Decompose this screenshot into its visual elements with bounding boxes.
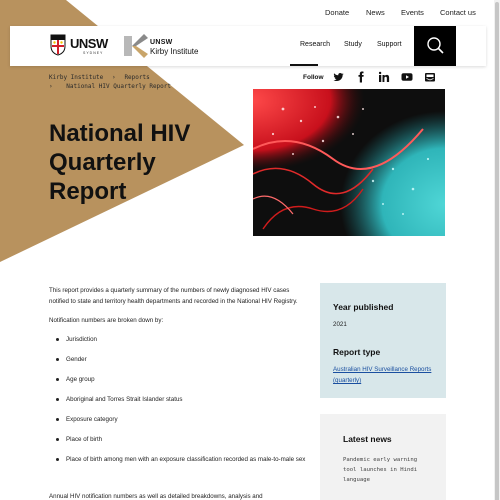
kirby-k-mark-icon <box>122 32 148 60</box>
chevron-right-icon: › <box>112 74 116 81</box>
linkedin-icon[interactable] <box>378 71 390 83</box>
unsw-logo[interactable] <box>50 34 114 60</box>
list-item: Place of birth <box>49 434 307 445</box>
follow-label: Follow <box>303 74 324 81</box>
unsw-subtext: SYDNEY <box>83 51 104 55</box>
search-button[interactable] <box>414 26 456 66</box>
cutoff-paragraph: Annual HIV notification numbers as well as detailed breakdowns, analysis and <box>49 493 263 500</box>
breadcrumb <box>49 73 171 91</box>
scrollbar-thumb[interactable] <box>495 2 499 500</box>
news-link[interactable]: News <box>366 8 385 17</box>
list-item: Gender <box>49 354 307 365</box>
breadcrumb-current: National HIV Quarterly Report <box>66 83 172 90</box>
page-title: National HIV Quarterly Report <box>49 120 191 205</box>
newsletter-icon[interactable] <box>424 71 436 83</box>
year-published-value: 2021 <box>333 321 347 328</box>
list-item: Exposure category <box>49 414 307 425</box>
latest-news-heading: Latest news <box>343 434 392 444</box>
nav-study[interactable]: Study <box>344 41 362 48</box>
list-item: Age group <box>49 374 307 385</box>
nav-research[interactable]: Research <box>300 41 330 48</box>
kirby-logo-bottom: Kirby Institute <box>150 47 199 56</box>
facebook-icon[interactable] <box>355 71 367 83</box>
news-item-link[interactable]: Pandemic early warning tool launches in Hindi language <box>343 457 418 483</box>
utility-bar <box>0 0 500 26</box>
main-content <box>49 285 307 474</box>
nav-support[interactable]: Support <box>377 41 402 48</box>
twitter-icon[interactable] <box>332 71 344 83</box>
nav-active-indicator <box>290 64 318 66</box>
site-header <box>10 26 486 66</box>
donate-link[interactable]: Donate <box>325 8 350 17</box>
breadcrumb-kirby-institute[interactable]: Kirby Institute <box>49 74 104 81</box>
breakdown-list <box>49 334 307 465</box>
list-item: Aboriginal and Torres Strait Islander status <box>49 394 307 405</box>
list-item: Jurisdiction <box>49 334 307 345</box>
latest-news-panel <box>320 414 446 500</box>
events-link[interactable]: Events <box>401 8 424 17</box>
kirby-logo-top: UNSW <box>150 39 173 46</box>
intro-paragraph: This report provides a quarterly summary of the numbers of newly diagnosed HIV cases notified to state and territory health departments and recorded in the National HIV Registry. <box>49 287 298 305</box>
chevron-right-icon: › <box>49 83 53 90</box>
breakdown-lead: Notification numbers are broken down by: <box>49 317 164 324</box>
kirby-institute-logo[interactable] <box>118 32 228 60</box>
report-details-panel <box>320 283 446 398</box>
breadcrumb-reports[interactable]: Reports <box>124 74 150 81</box>
search-icon <box>414 26 456 66</box>
year-published-heading: Year published <box>333 302 394 312</box>
youtube-icon[interactable] <box>401 71 413 83</box>
report-type-link[interactable]: Australian HIV Surveillance Reports (quarterly) <box>333 366 432 384</box>
page-scrollbar[interactable] <box>494 0 500 500</box>
contact-us-link[interactable]: Contact us <box>440 8 476 17</box>
unsw-wordmark: UNSW <box>70 36 108 51</box>
hero-image <box>253 89 445 236</box>
unsw-crest-icon <box>50 34 66 56</box>
list-item: Place of birth among men with an exposure classification recorded as male-to-male sex <box>49 454 307 465</box>
report-type-heading: Report type <box>333 347 381 357</box>
